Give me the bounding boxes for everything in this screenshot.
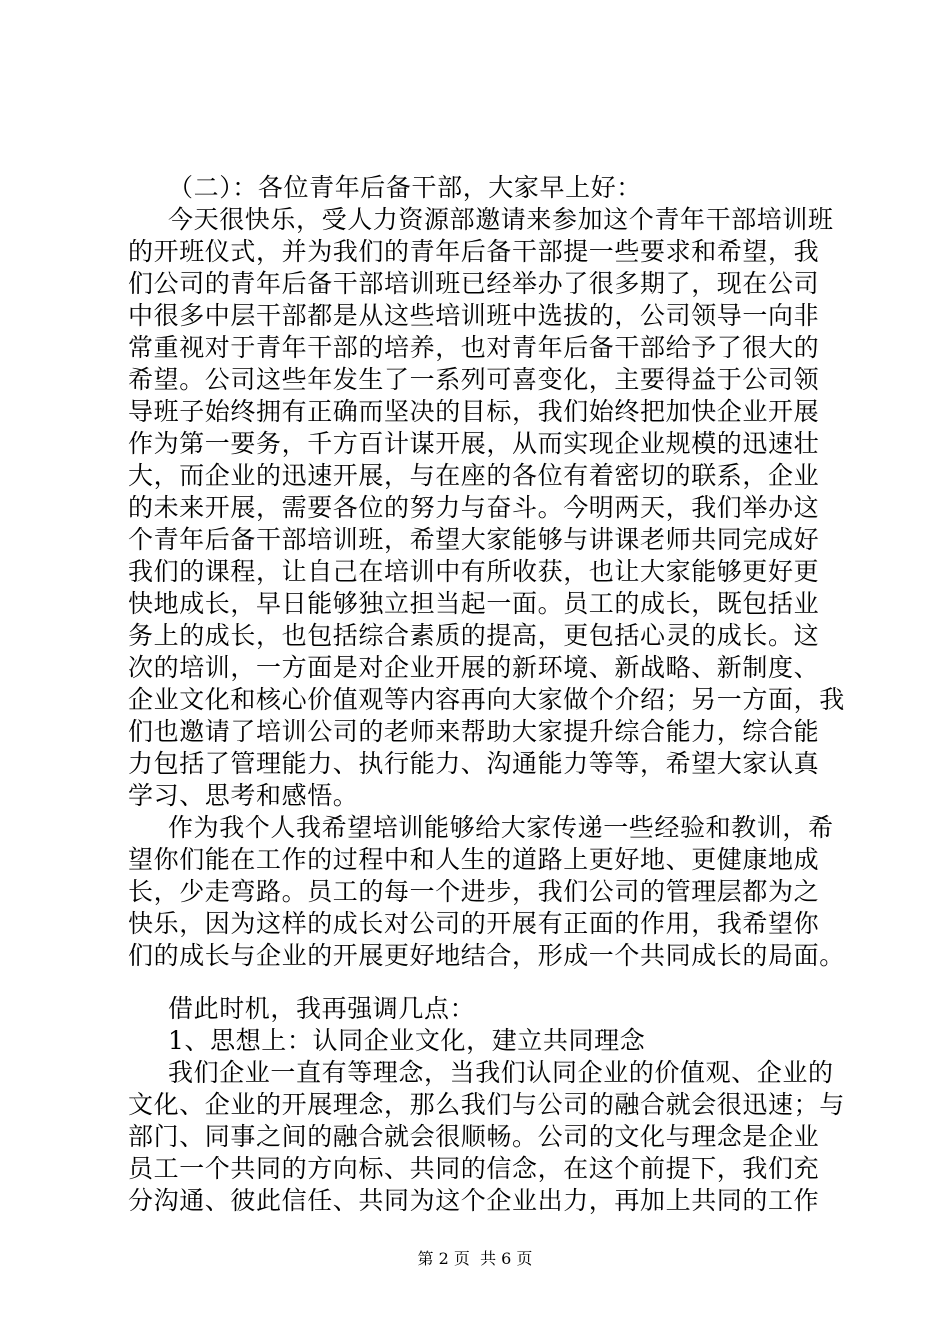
paragraph-4-line: 我们企业一直有等理念，当我们认同企业的价值观、企业的 [168,1058,834,1087]
section-heading-line: 1、思想上：认同企业文化，建立共同理念 [168,1026,646,1055]
paragraph-heading-line: （二）：各位青年后备干部，大家早上好： [168,173,642,202]
paragraph-1-line: 次的培训，一方面是对企业开展的新环境、新战略、新制度、 [128,653,820,682]
paragraph-3-line: 借此时机，我再强调几点： [168,994,476,1023]
paragraph-1-line: 快地成长，早日能够独立担当起一面。员工的成长，既包括业 [128,589,820,618]
paragraph-1-line: 今天很快乐，受人力资源部邀请来参加这个青年干部培训班 [168,205,834,234]
paragraph-2-line: 们的成长与企业的开展更好地结合，形成一个共同成长的局面。 [128,941,845,970]
paragraph-4-line: 部门、同事之间的融合就会很顺畅。公司的文化与理念是企业 [128,1122,820,1151]
paragraph-4-line: 员工一个共同的方向标、共同的信念，在这个前提下，我们充 [128,1154,820,1183]
paragraph-1-line: 大，而企业的迅速开展，与在座的各位有着密切的联系，企业 [128,461,820,490]
paragraph-2-line: 作为我个人我希望培训能够给大家传递一些经验和教训，希 [168,813,834,842]
paragraph-1-line: 导班子始终拥有正确而坚决的目标，我们始终把加快企业开展 [128,397,820,426]
paragraph-2-line: 望你们能在工作的过程中和人生的道路上更好地、更健康地成 [128,845,820,874]
paragraph-4-line: 分沟通、彼此信任、共同为这个企业出力，再加上共同的工作 [128,1186,820,1215]
paragraph-4-line: 文化、企业的开展理念，那么我们与公司的融合就会很迅速；与 [128,1090,845,1119]
page-number-footer: 第 2 页 共 6 页 [417,1249,533,1268]
paragraph-2-line: 快乐，因为这样的成长对公司的开展有正面的作用，我希望你 [128,909,820,938]
paragraph-1-line: 希望。公司这些年发生了一系列可喜变化，主要得益于公司领 [128,365,820,394]
paragraph-1-line: 们公司的青年后备干部培训班已经举办了很多期了，现在公司 [128,269,820,298]
paragraph-1-line: 力包括了管理能力、执行能力、沟通能力等等，希望大家认真 [128,749,820,778]
paragraph-1-line: 的未来开展，需要各位的努力与奋斗。今明两天，我们举办这 [128,493,820,522]
paragraph-1-line: 作为第一要务，千方百计谋开展，从而实现企业规模的迅速壮 [128,429,820,458]
paragraph-1-line: 我们的课程，让自己在培训中有所收获，也让大家能够更好更 [128,557,820,586]
paragraph-1-line: 个青年后备干部培训班，希望大家能够与讲课老师共同完成好 [128,525,820,554]
paragraph-1-line: 中很多中层干部都是从这些培训班中选拔的，公司领导一向非 [128,301,820,330]
paragraph-2-line: 长，少走弯路。员工的每一个进步，我们公司的管理层都为之 [128,877,820,906]
paragraph-1-line: 企业文化和核心价值观等内容再向大家做个介绍；另一方面，我 [128,685,845,714]
paragraph-1-line: 务上的成长，也包括综合素质的提高，更包括心灵的成长。这 [128,621,820,650]
paragraph-1-line: 的开班仪式，并为我们的青年后备干部提一些要求和希望，我 [128,237,820,266]
paragraph-1-line: 学习、思考和感悟。 [128,781,359,810]
paragraph-1-line: 们也邀请了培训公司的老师来帮助大家提升综合能力，综合能 [128,717,820,746]
paragraph-1-line: 常重视对于青年干部的培养，也对青年后备干部给予了很大的 [128,333,820,362]
